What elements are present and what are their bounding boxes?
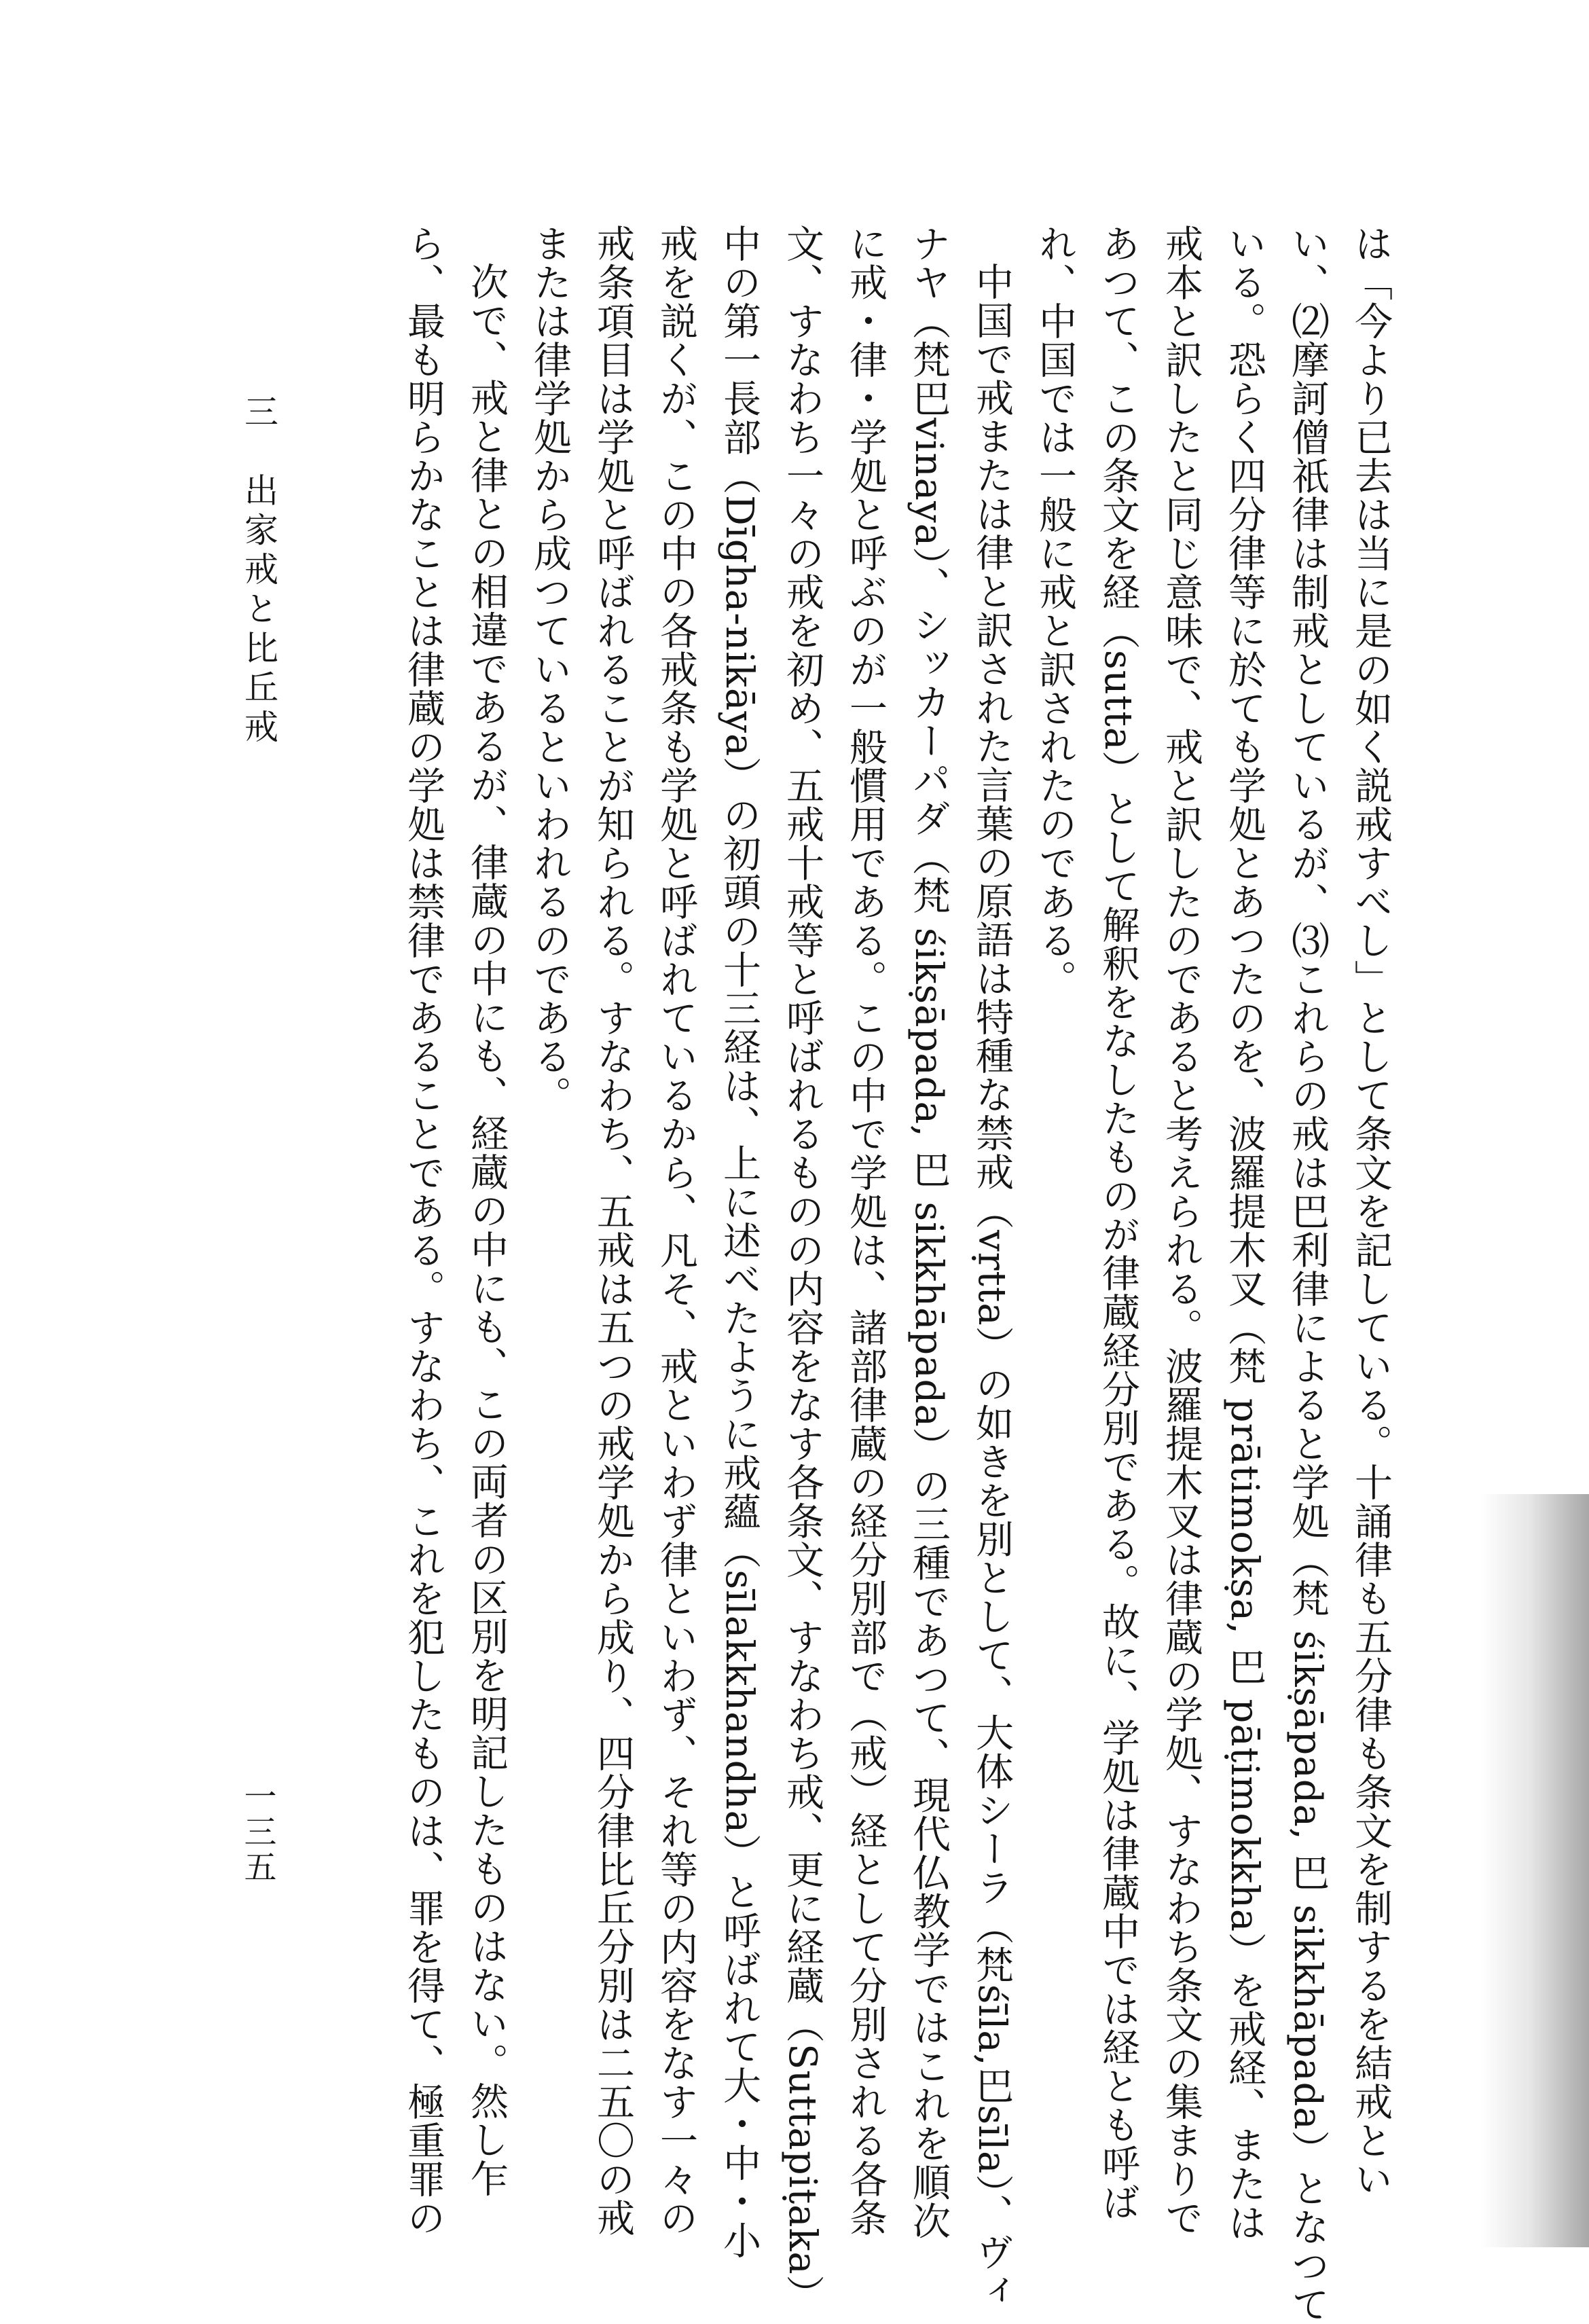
text-line: いる。恐らく四分律等に於ても学処とあつたのを、波羅提木叉（梵 prātimokṣa, 巴 pāṭimokkha）を戒経、または <box>1222 224 1266 2243</box>
text-line: 戒本と訳したと同じ意味で、戒と訳したのであると考えられる。波羅提木叉は律蔵の学処、すなわち条文の集まりで <box>1159 224 1203 2237</box>
text-line: 中の第一長部（Dīgha-nikāya）の初頭の十三経は、上に述べたように戒蘊（sīlakkhandha）と呼ばれて大・中・小 <box>717 224 761 2259</box>
text-line: に戒・律・学処と呼ぶのが一般慣用である。この中で学処は、諸部律蔵の経分別部で（戒）経として分別される各条 <box>843 224 888 2237</box>
scan-shadow <box>1480 1494 1589 2247</box>
text-line: 中国で戒または律と訳された言葉の原語は特種な禁戒（vṛtta）の如きを別として、大体シーラ（梵śīla,巴sīla）、ヴィ <box>970 262 1014 2310</box>
text-line: 次で、戒と律との相違であるが、律蔵の中にも、経蔵の中にも、この両者の区別を明記したものはない。然し乍 <box>464 262 509 2198</box>
text-line: あつて、この条文を経（sutta）として解釈をなしたものが律蔵経分別である。故に、学処は律蔵中では経とも呼ば <box>1096 224 1140 2222</box>
text-line: 文、すなわち一々の戒を初め、五戒十戒等と呼ばれるものの内容をなす各条文、すなわち戒、更に経蔵（Suttapiṭaka） <box>780 224 824 2314</box>
running-title: 三 出家戒と比丘戒 <box>239 394 278 748</box>
page-number: 一三五 <box>238 1779 276 1885</box>
text-line: 戒条項目は学処と呼ばれることが知られる。すなわち、五戒は五つの戒学処から成り、四分律比丘分別は二五〇の戒 <box>591 224 635 2237</box>
text-line: 戒を説くが、この中の各戒条も学処と呼ばれているから、凡そ、戒といわず律といわず、それ等の内容をなす一々の <box>654 224 698 2237</box>
text-line: い、⑵摩訶僧祇律は制戒としているが、⑶これらの戒は巴利律によると学処（梵 śikṣāpada, 巴 sikkhāpada）となつて <box>1285 224 1330 2324</box>
text-line: または律学処から成つているといわれるのである。 <box>528 224 572 1114</box>
body-text <box>392 224 1402 2324</box>
text-line: ナヤ（梵巴vinaya）、シッカーパダ（梵 śikṣāpada, 巴 sikkhāpada）の三種であつて、現代仏教学ではこれを順次 <box>907 224 951 2240</box>
text-line: は「今より已去は当に是の如く説戒すべし」として条文を記している。十誦律も五分律も条文を制するを結戒とい <box>1349 224 1393 2198</box>
text-line: ら、最も明らかなことは律蔵の学処は禁律であることである。すなわち、これを犯したものは、罪を得て、極重罪の <box>401 224 445 2237</box>
text-line: れ、中国では一般に戒と訳されたのである。 <box>1033 224 1077 998</box>
